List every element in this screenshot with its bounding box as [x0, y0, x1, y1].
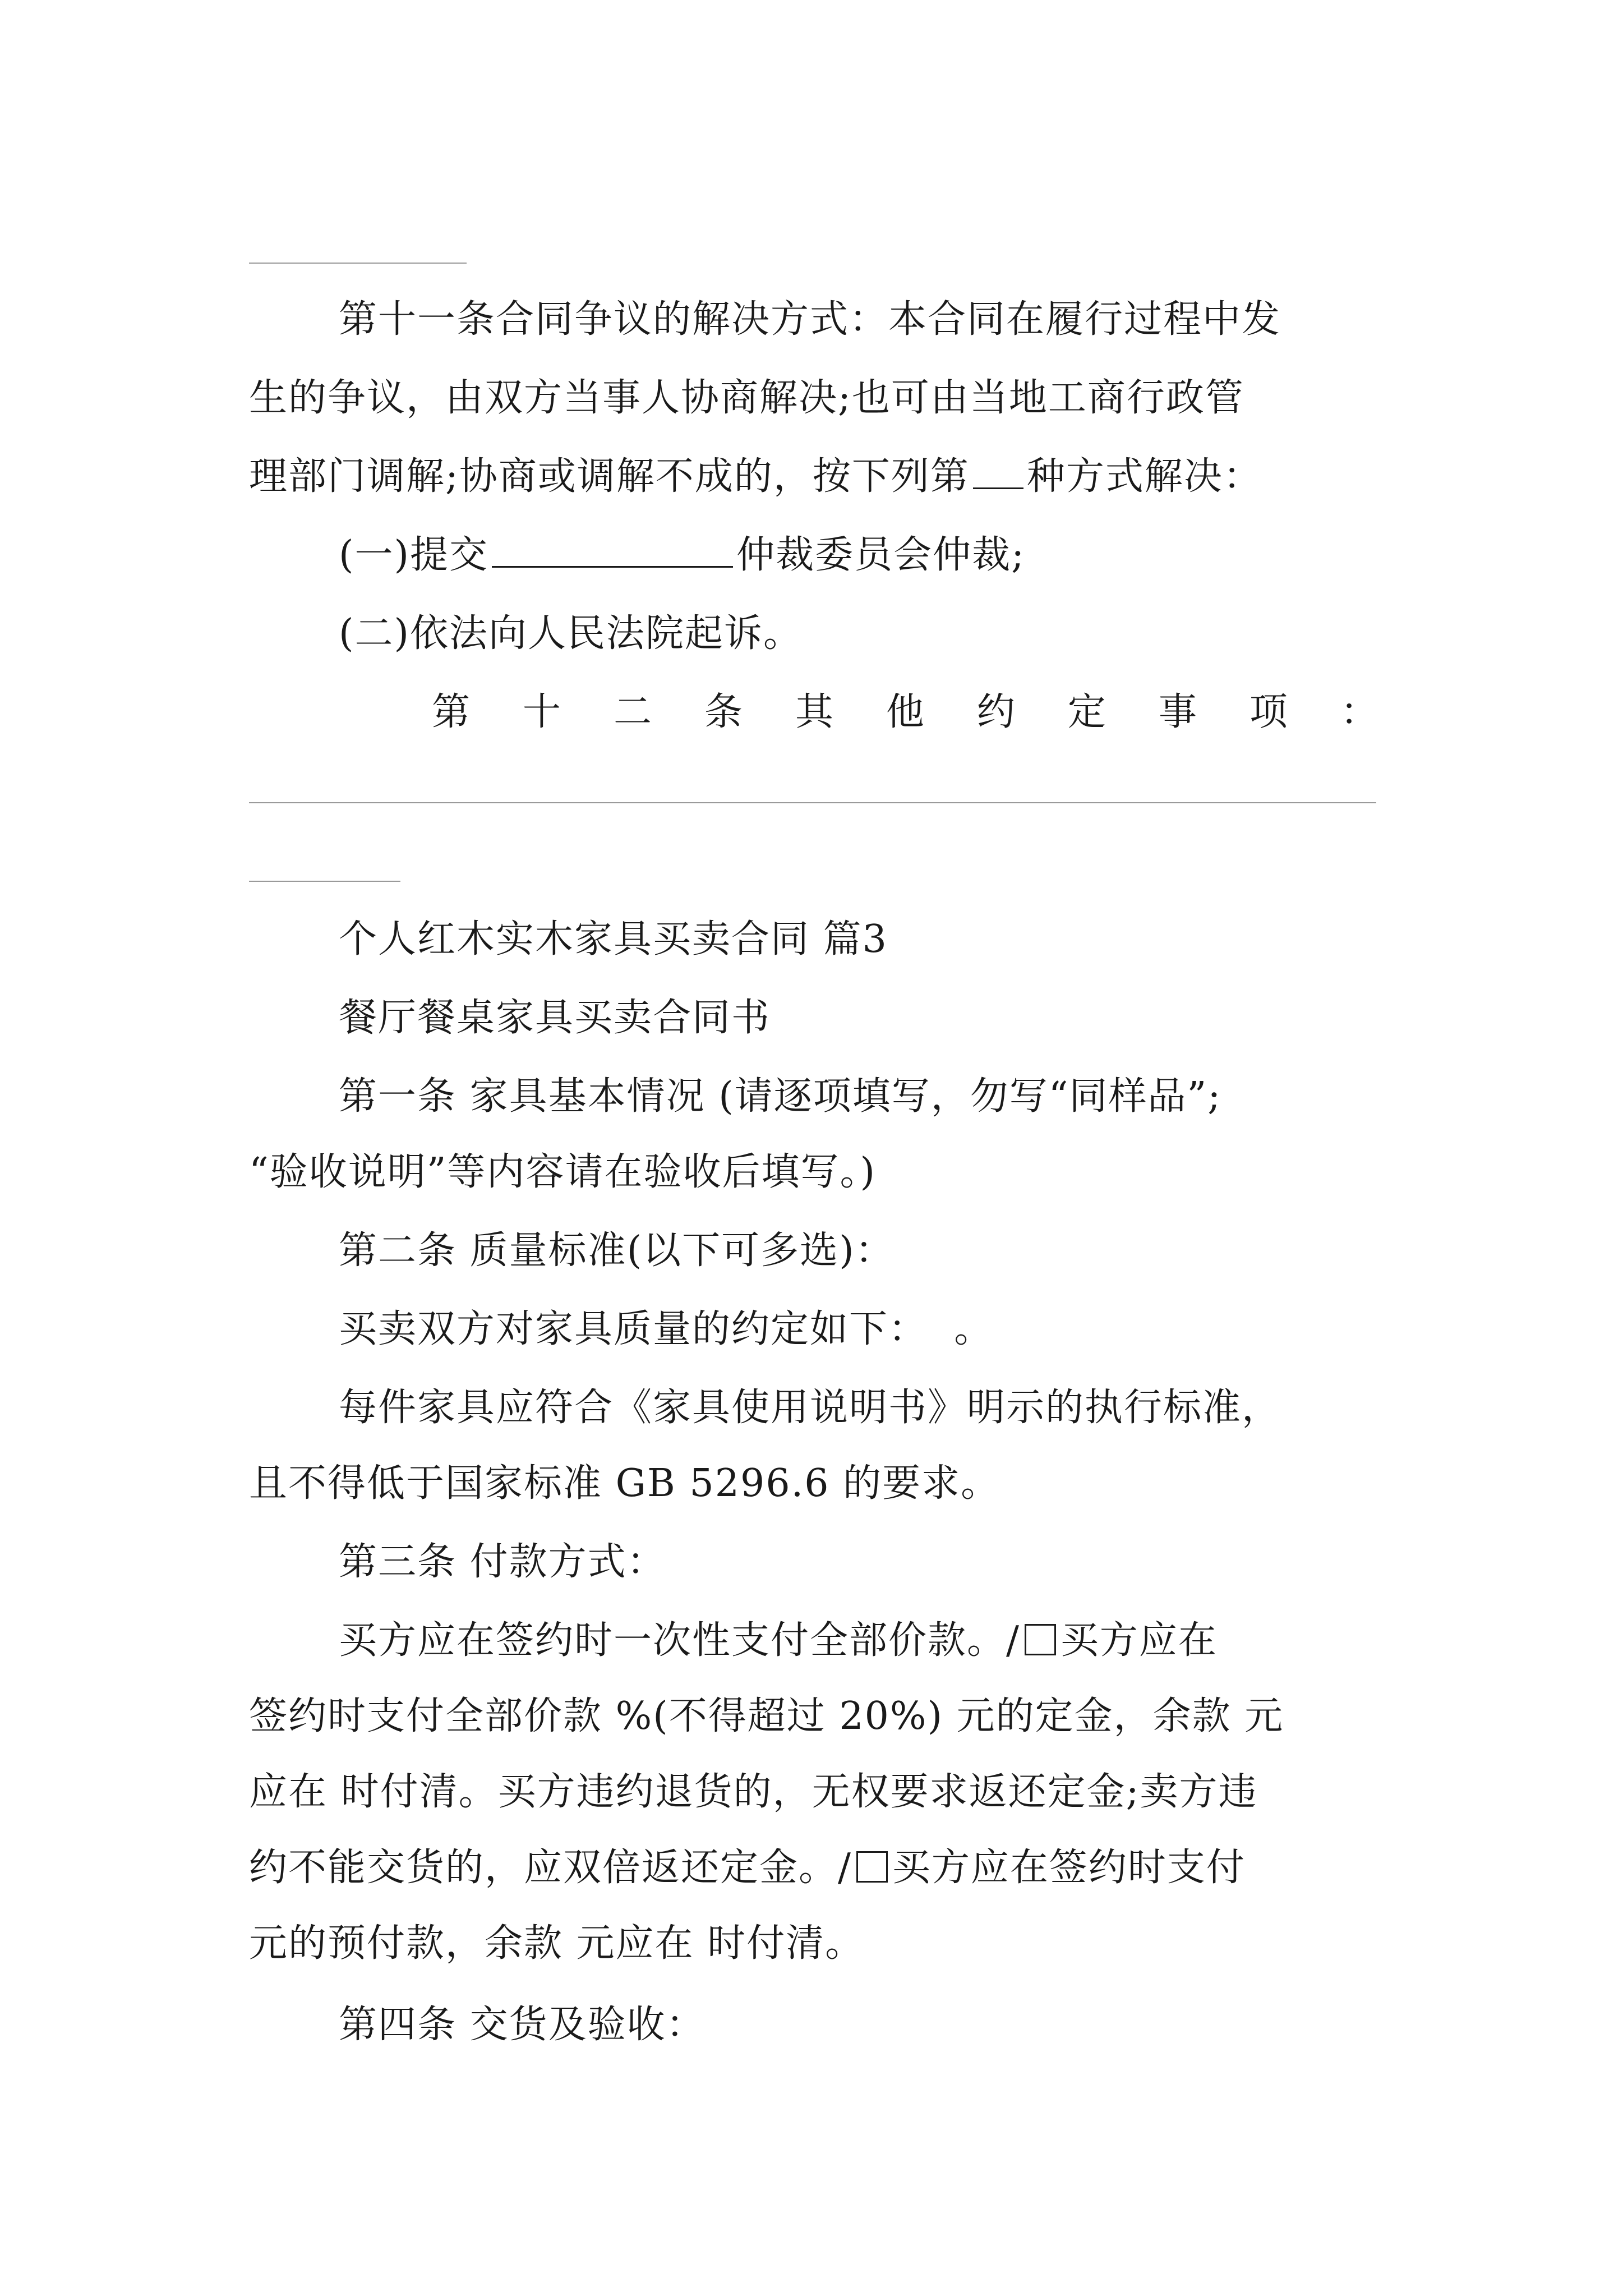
payment-option-1: 买方应在签约时一次性支付全部价款。/ [339, 1618, 1020, 1663]
arbitration-option [339, 527, 1393, 583]
article-12-char: 条 [704, 690, 744, 734]
standard-line-1: 每件家具应符合《家具使用说明书》明示的执行标准， [339, 1386, 1281, 1430]
payment-line-2: 签约时支付全部价款 %(不得超过 20%) 元的定金，余款 元 [249, 1694, 1284, 1738]
article-11-line-3 [249, 449, 1393, 505]
arbitration-option-end: 仲裁委员会仲裁; [736, 533, 1025, 577]
payment-line-4-text: 约不能交货的，应双倍返还定金。/ [249, 1846, 852, 1890]
article-4: 第四条 交货及验收： [339, 2003, 706, 2047]
article-11-line-3-end: 种方式解决： [1026, 454, 1262, 499]
dispute-method-blank [973, 453, 1023, 489]
article-3: 第三条 付款方式： [339, 1540, 666, 1584]
contract-3-heading: 个人红木实木家具买卖合同 篇3 [339, 917, 888, 961]
article-11-line-3-text: 理部门调解;协商或调解不成的，按下列第 [249, 454, 970, 499]
prepayment-option-checkbox[interactable] [856, 1851, 888, 1883]
article-12-char: 项 [1249, 690, 1289, 734]
article-12-char: 其 [795, 690, 834, 734]
top-fill-line [249, 263, 467, 264]
standard-line-2: 且不得低于国家标准 GB 5296.6 的要求。 [249, 1461, 1000, 1506]
article-11-line-2: 生的争议，由双方当事人协商解决;也可由当地工商行政管 [249, 376, 1244, 420]
payment-line-3: 应在 时付清。买方违约退货的，无权要求返还定金;卖方违 [249, 1770, 1258, 1814]
payment-option-3-start: 买方应在签约时支付 [892, 1846, 1246, 1890]
article-11-line-1: 第十一条合同争议的解决方式：本合同在履行过程中发 [339, 297, 1281, 342]
other-matters-fill-line [249, 802, 1376, 803]
quality-agreement: 买卖双方对家具质量的约定如下： 。 [339, 1307, 994, 1351]
deposit-option-checkbox[interactable] [1025, 1624, 1056, 1655]
article-12-char: 十 [522, 690, 562, 734]
payment-line-5: 元的预付款，余款 元应在 时付清。 [249, 1921, 865, 1966]
article-12-heading [432, 684, 1380, 740]
contract-3-subtitle: 餐厅餐桌家具买卖合同书 [339, 996, 771, 1040]
article-1-line-1: 第一条 家具基本情况 (请逐项填写，勿写“同样品”; [339, 1074, 1222, 1119]
payment-line-1 [339, 1613, 1393, 1669]
article-12-char: 定 [1067, 690, 1107, 734]
litigation-option: (二)依法向人民法院起诉。 [339, 611, 803, 656]
article-12-char: 事 [1158, 690, 1198, 734]
payment-line-4 [249, 1840, 1393, 1896]
other-matters-fill-line-2 [249, 881, 400, 882]
arbitration-option-label: (一)提交 [339, 533, 489, 577]
article-12-char: ： [1340, 690, 1380, 734]
arbitration-commission-blank [492, 531, 733, 568]
article-2: 第二条 质量标准(以下可多选)： [339, 1228, 895, 1273]
payment-option-2-start: 买方应在 [1060, 1618, 1218, 1663]
article-12-char: 第 [432, 690, 472, 734]
article-12-char: 他 [886, 690, 925, 734]
article-12-char: 二 [613, 690, 653, 734]
article-12-char: 约 [976, 690, 1016, 734]
article-1-line-2: “验收说明”等内容请在验收后填写。) [249, 1150, 877, 1194]
